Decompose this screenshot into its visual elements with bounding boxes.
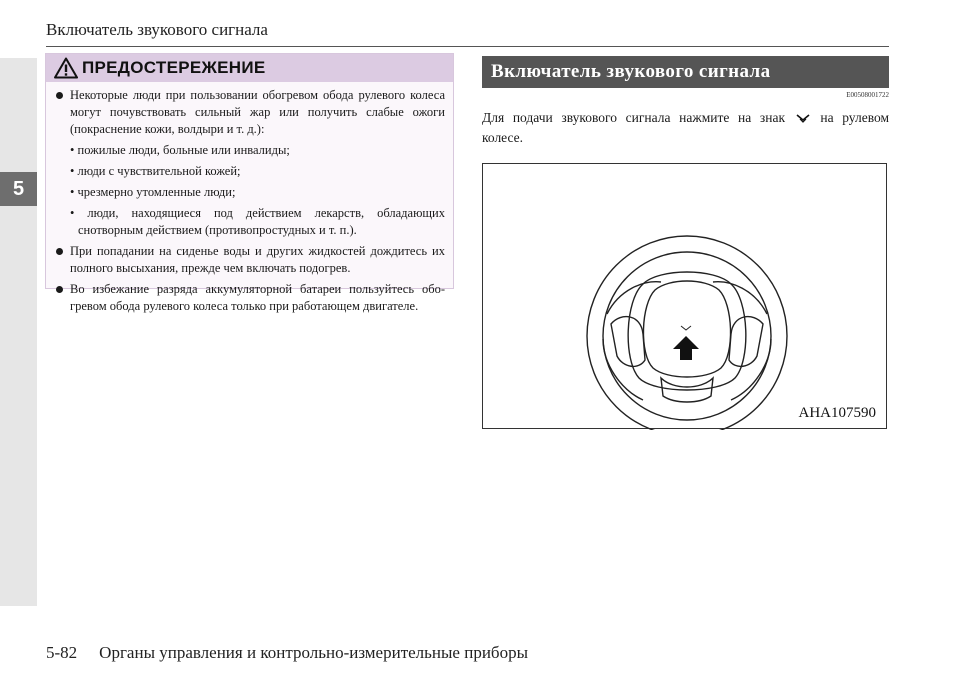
horn-mark-icon — [681, 326, 691, 330]
bullet-icon — [56, 286, 63, 293]
header-rule — [46, 46, 889, 47]
steering-wheel-figure — [482, 163, 887, 429]
bullet-icon — [56, 92, 63, 99]
figure-label: AHA107590 — [798, 405, 876, 421]
warning-item — [56, 281, 445, 315]
arrow-icon — [673, 336, 699, 360]
warning-item — [56, 87, 445, 239]
warning-item — [56, 243, 445, 277]
warning-title: ПРЕДОСТЕРЕЖЕНИЕ — [82, 58, 266, 77]
warning-box — [45, 53, 454, 313]
body-text-after: на рулевом колесе. — [482, 110, 890, 145]
warning-item-text: Во избежание разряда аккумуляторной батареи пользуйтесь обо-гревом обода рулевого колеса только при работающем двигателе. — [70, 282, 445, 313]
warning-subitem: • люди, находящиеся под действием лекарств, обладающих снотворным действием (противопростудных и т. п.). — [70, 206, 445, 237]
warning-triangle-icon — [54, 57, 78, 79]
horn-icon — [796, 114, 810, 123]
steering-wheel-illustration — [483, 164, 888, 430]
warning-subitem: • люди с чувствительной кожей; — [70, 164, 241, 178]
warning-subitem: • пожилые люди, больные или инвалиды; — [70, 143, 290, 157]
warning-item-text: При попадании на сиденье воды и других жидкостей дождитесь их полного высыхания, прежде чем включать подогрев. — [70, 244, 445, 275]
warning-list — [46, 82, 453, 315]
body-text-before: Для подачи звукового сигнала нажмите на знак — [482, 110, 786, 125]
warning-title-bar — [46, 54, 453, 82]
wheel-hub — [628, 272, 746, 390]
warning-item-text: Некоторые люди при пользовании обогревом обода рулевого колеса могут почувствовать сильный жар или получить слабые ожоги (покраснение кожи, волдыри и т. д.): — [70, 88, 445, 136]
chapter-tab: 5 — [0, 172, 37, 206]
section-code: E00508001722 — [846, 91, 889, 99]
bullet-icon — [56, 248, 63, 255]
chapter-sidebar — [0, 58, 37, 606]
chapter-title: Органы управления и контрольно-измерительные приборы — [99, 643, 528, 662]
page-footer — [46, 643, 528, 663]
running-header: Включатель звукового сигнала — [46, 20, 268, 39]
wheel-rim-outer — [587, 236, 787, 430]
section-body — [482, 108, 889, 148]
warning-subitem: • чрезмерно утомленные люди; — [70, 185, 236, 199]
page-number: 5-82 — [46, 643, 78, 662]
section-title: Включатель звукового сигнала — [482, 56, 889, 88]
